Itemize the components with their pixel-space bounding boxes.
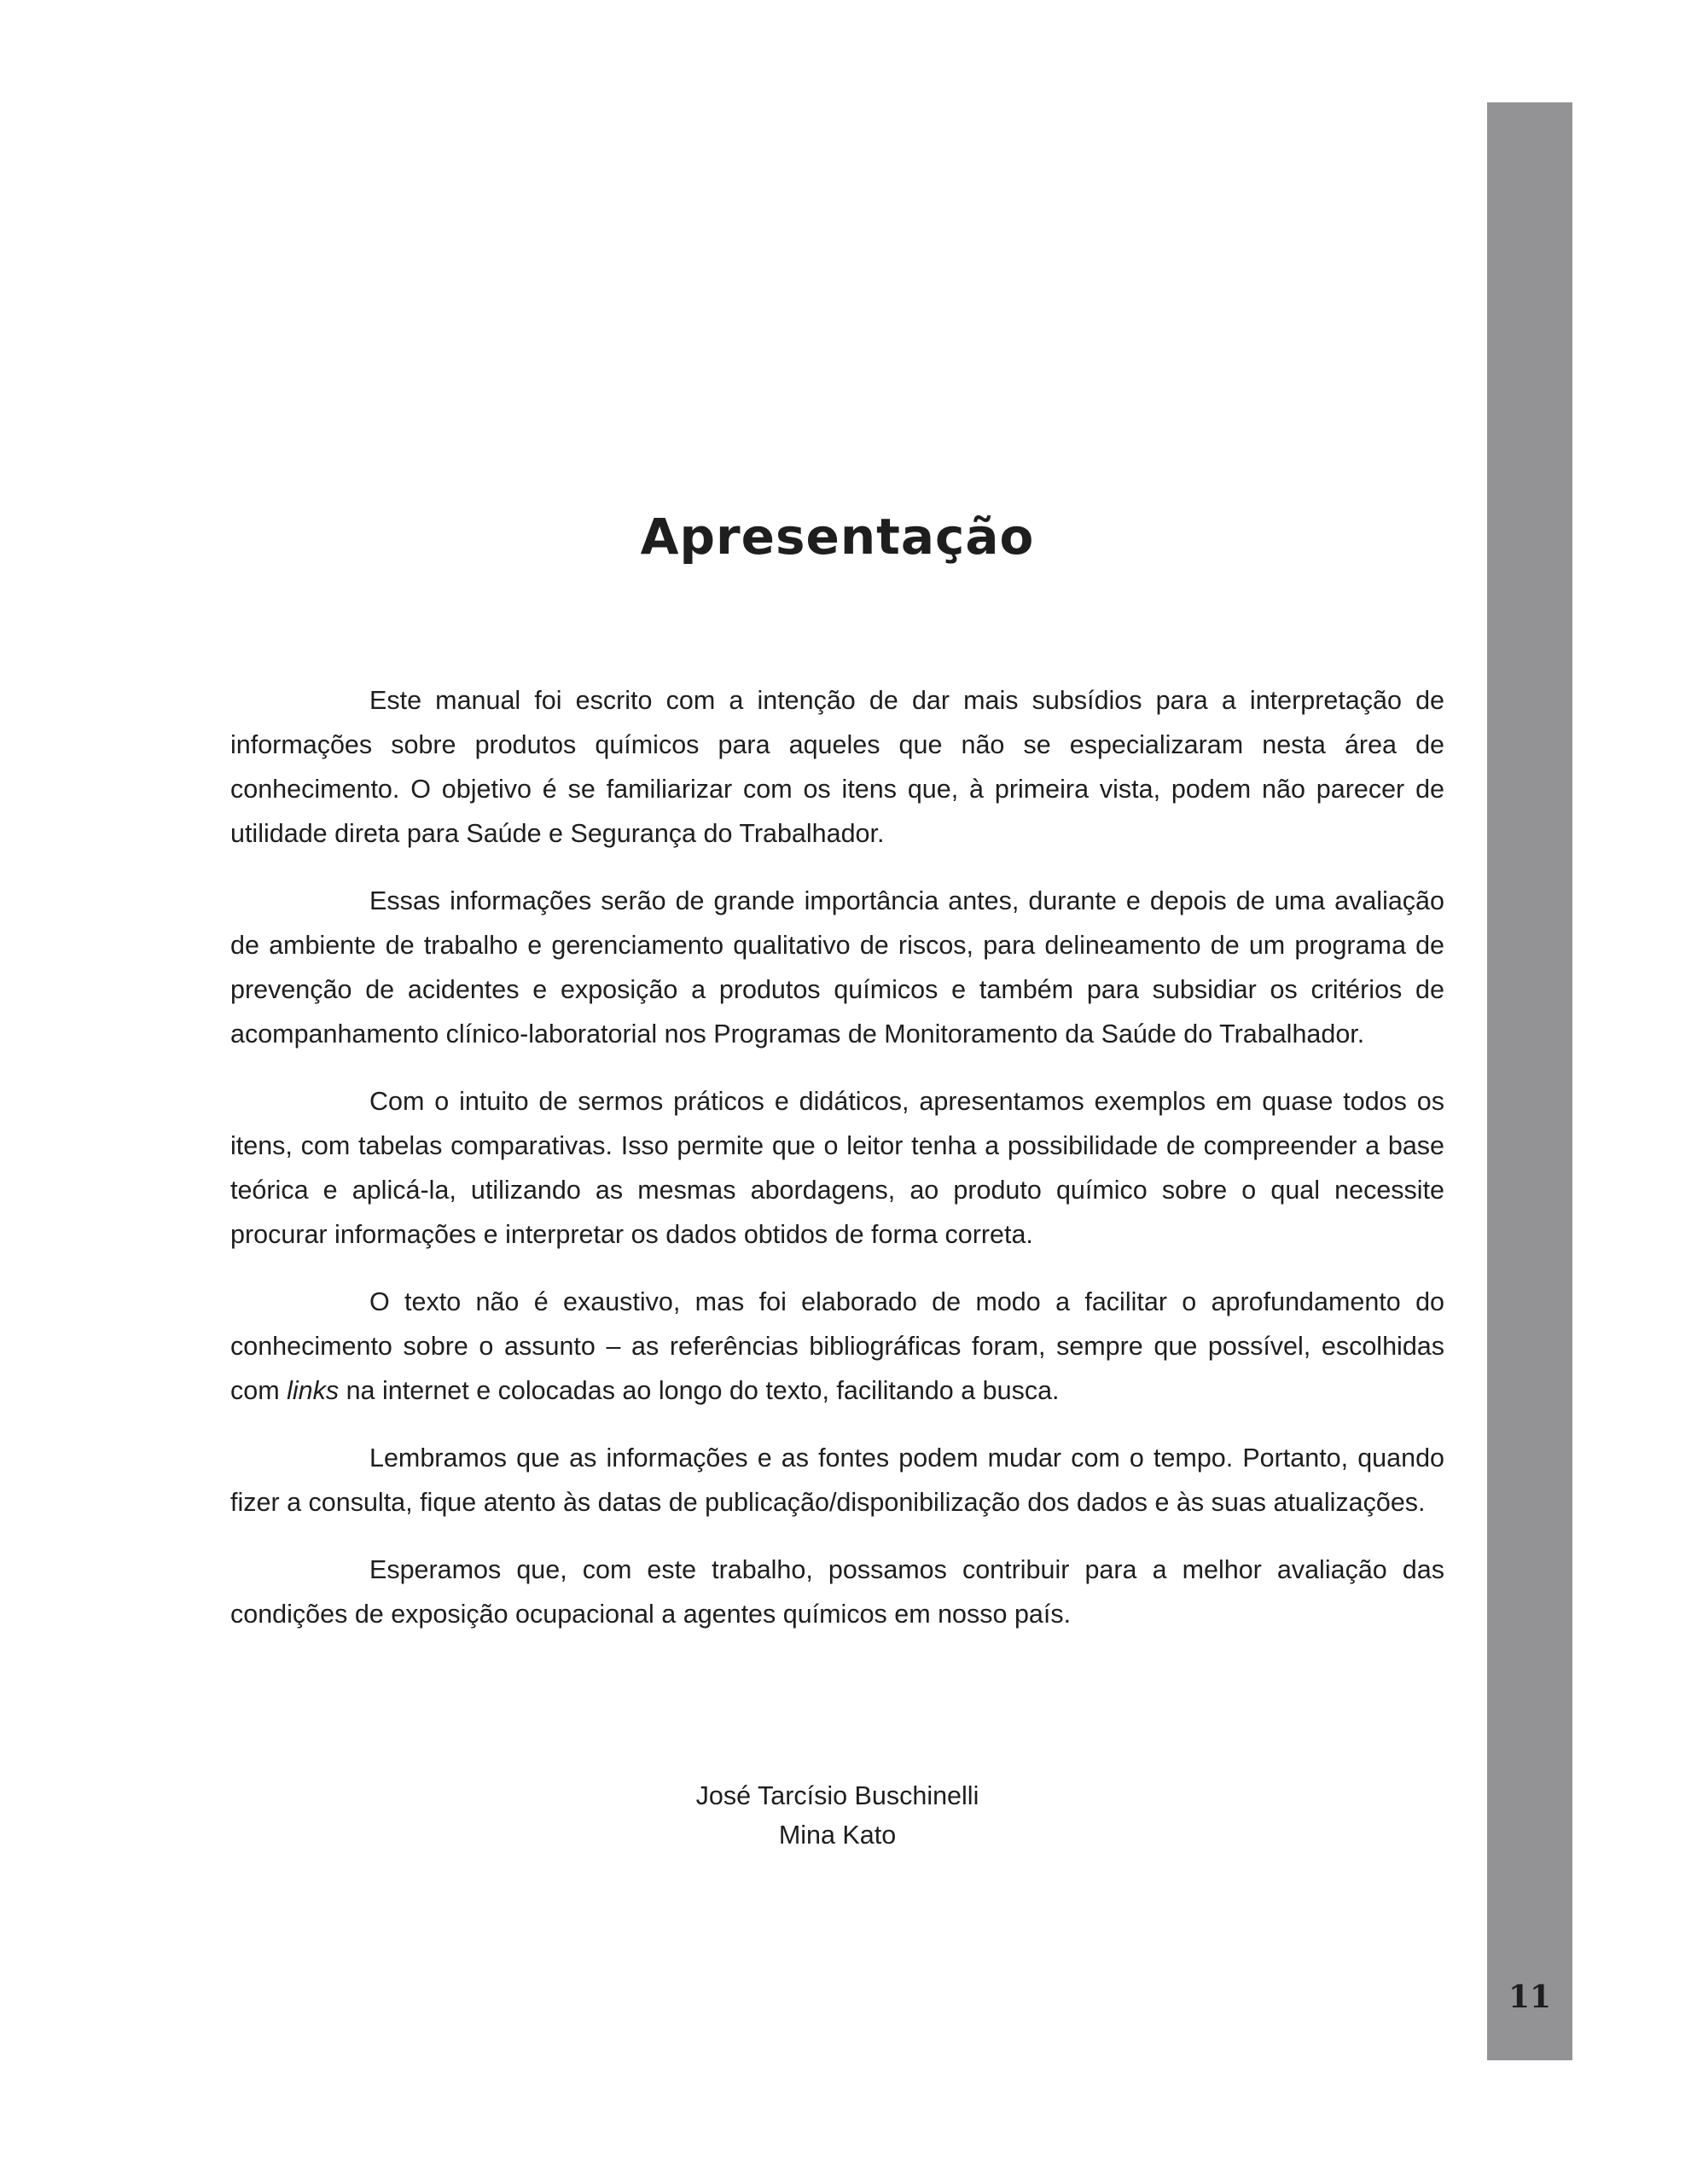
signature-block bbox=[230, 1776, 1444, 1855]
side-tab bbox=[1487, 102, 1572, 2060]
paragraph-4 bbox=[230, 1280, 1444, 1413]
paragraph-4-text-before: O texto não é exaustivo, mas foi elaborado de modo a facilitar o aprofundamento do conhecimento sobre o assunto – as referências bibliográficas foram, sempre que possível, escolhidas com bbox=[230, 1287, 1444, 1405]
page-title: Apresentação bbox=[640, 508, 1035, 566]
author-name: Mina Kato bbox=[778, 1821, 897, 1850]
page-number: 11 bbox=[1508, 1979, 1552, 2015]
paragraph-2: Essas informações serão de grande importância antes, durante e depois de uma avaliação de ambiente de trabalho e gerenciamento qualitativo de riscos, para delineamento de um programa de prevenção de acidentes e exposição a produtos químicos e também para subsidiar os critérios de acompanhamento clínico-laboratorial nos Programas de Monitoramento da Saúde do Trabalhador. bbox=[230, 886, 1444, 1048]
paragraph-6: Esperamos que, com este trabalho, possamos contribuir para a melhor avaliação das condições de exposição ocupacional a agentes químicos em nosso país. bbox=[230, 1555, 1444, 1629]
body-text bbox=[230, 678, 1444, 1659]
author-name: José Tarcísio Buschinelli bbox=[695, 1781, 979, 1810]
links-italic-word: links bbox=[287, 1376, 340, 1405]
paragraph-5: Lembramos que as informações e as fontes podem mudar com o tempo. Portanto, quando fizer a consulta, fique atento às datas de publicação/disponibilização dos dados e às suas atualizações. bbox=[230, 1443, 1444, 1517]
paragraph-4-text-after: na internet e colocadas ao longo do texto, facilitando a busca. bbox=[339, 1376, 1060, 1405]
paragraph-1: Este manual foi escrito com a intenção de dar mais subsídios para a interpretação de informações sobre produtos químicos para aqueles que não se especializaram nesta área de conhecimento. O objetivo é se familiarizar com os itens que, à primeira vista, podem não parecer de utilidade direta para Saúde e Segurança do Trabalhador. bbox=[230, 686, 1444, 848]
paragraph-3: Com o intuito de sermos práticos e didáticos, apresentamos exemplos em quase todos os itens, com tabelas comparativas. Isso permite que o leitor tenha a possibilidade de compreender a base teórica e aplicá-la, utilizando as mesmas abordagens, ao produto químico sobre o qual necessite procurar informações e interpretar os dados obtidos de forma correta. bbox=[230, 1087, 1444, 1249]
